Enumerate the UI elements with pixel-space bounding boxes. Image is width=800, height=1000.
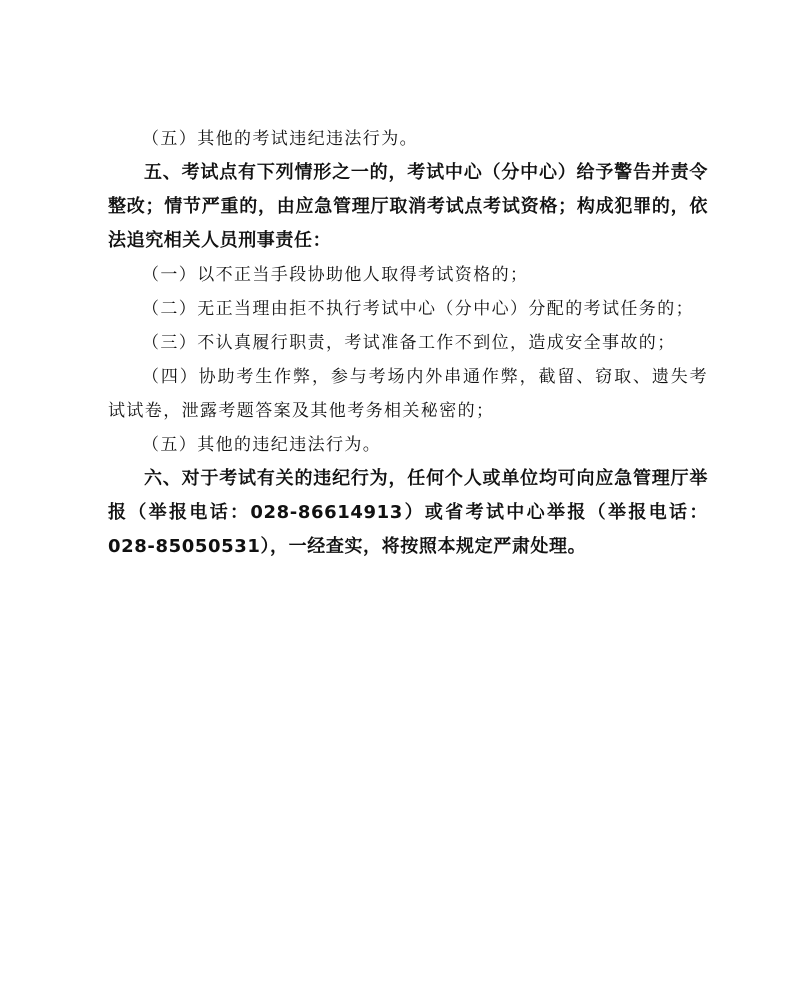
section-six-heading: 六、对于考试有关的违纪行为，任何个人或单位均可向应急管理厅举报（举报电话：028-86614913）或省考试中心举报（举报电话：028-85050531），一经查实，将按照本规定严肃处理。 [108,468,708,557]
paragraph-item-3: （三）不认真履行职责，考试准备工作不到位，造成安全事故的； [142,333,676,353]
paragraph-item-1: （一）以不正当手段协助他人取得考试资格的； [142,265,529,285]
paragraph-item-5: （五）其他的违纪违法行为。 [142,435,382,455]
paragraph-item-2: （二）无正当理由拒不执行考试中心（分中心）分配的考试任务的； [142,299,694,319]
document-page [108,122,708,564]
paragraph-item-5-other-violations: （五）其他的考试违纪违法行为。 [142,129,418,149]
section-five-heading: 五、考试点有下列情形之一的，考试中心（分中心）给予警告并责令整改；情节严重的，由应急管理厅取消考试点考试资格；构成犯罪的，依法追究相关人员刑事责任： [108,162,708,251]
paragraph-item-4: （四）协助考生作弊，参与考场内外串通作弊，截留、窃取、遗失考试试卷，泄露考题答案及其他考务相关秘密的； [108,367,708,421]
